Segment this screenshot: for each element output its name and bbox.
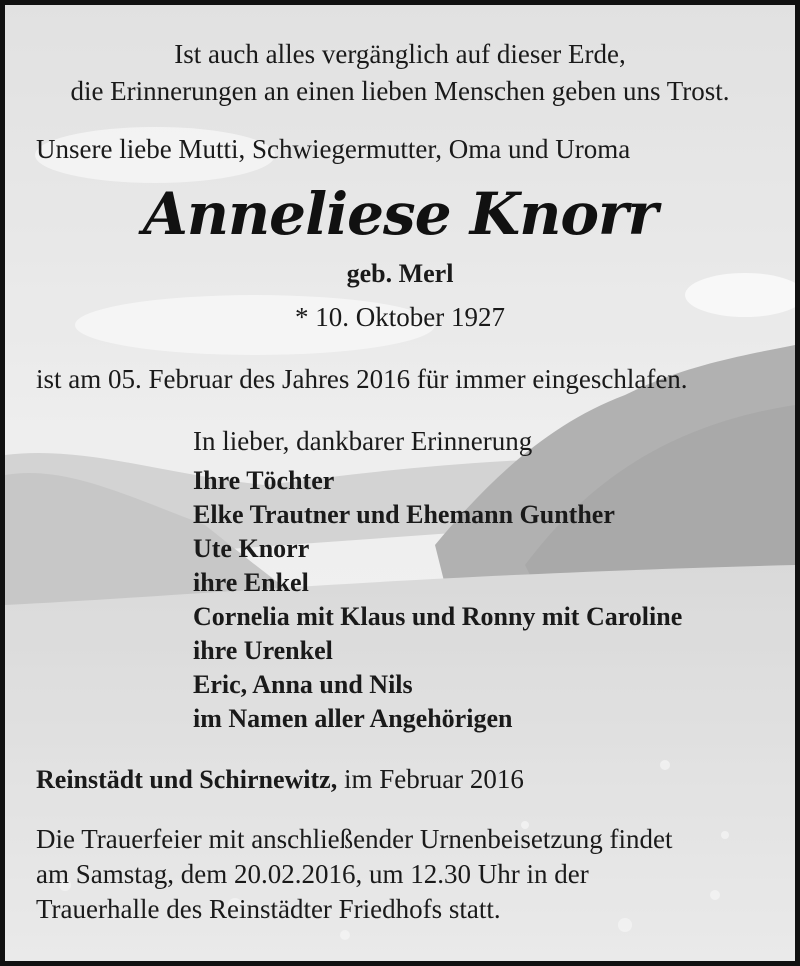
- mourner-line: Cornelia mit Klaus und Ronny mit Caroline: [193, 602, 683, 631]
- deceased-name: Anneliese Knorr: [142, 180, 658, 248]
- mourner-line: Elke Trautner und Ehemann Gunther: [193, 500, 615, 529]
- verse-line-1: Ist auch alles vergänglich auf dieser Erde,: [174, 39, 626, 69]
- ceremony-line-1: Die Trauerfeier mit anschließender Urnenbeisetzung findet: [36, 824, 673, 854]
- place: Reinstädt und Schirnewitz,: [36, 765, 338, 794]
- place-date: [36, 763, 524, 796]
- birth-date: * 10. Oktober 1927: [295, 302, 505, 332]
- mourner-line: im Namen aller Angehörigen: [193, 704, 513, 733]
- mourner-line: Ihre Töchter: [193, 466, 335, 495]
- mourner-line: ihre Enkel: [193, 568, 309, 597]
- verse-line-2: die Erinnerungen an einen lieben Menschen geben uns Trost.: [70, 76, 730, 106]
- ceremony-line-3: Trauerhalle des Reinstädter Friedhofs statt.: [36, 894, 501, 924]
- mourners-heading: In lieber, dankbarer Erinnerung: [193, 426, 533, 456]
- mourner-line: Eric, Anna und Nils: [193, 670, 413, 699]
- mourner-line: Ute Knorr: [193, 534, 310, 563]
- birth-name: geb. Merl: [346, 259, 454, 288]
- ceremony-line-2: am Samstag, dem 20.02.2016, um 12.30 Uhr in der: [36, 859, 589, 889]
- intro-text: Unsere liebe Mutti, Schwiegermutter, Oma und Uroma: [36, 134, 631, 164]
- death-statement: ist am 05. Februar des Jahres 2016 für immer eingeschlafen.: [36, 364, 688, 394]
- mourner-line: ihre Urenkel: [193, 636, 333, 665]
- date: im Februar 2016: [337, 764, 524, 794]
